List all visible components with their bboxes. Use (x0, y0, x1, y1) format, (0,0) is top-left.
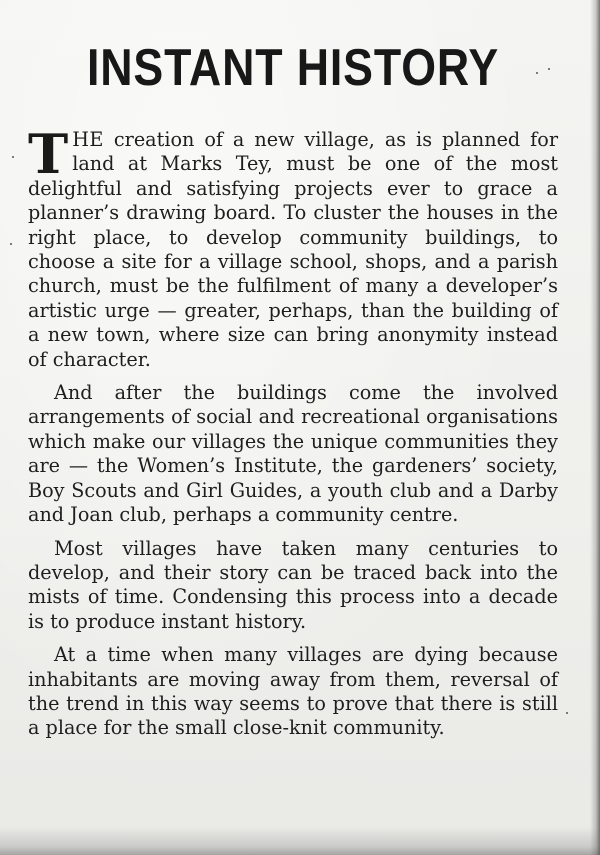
print-speck (12, 156, 14, 158)
article-paragraph-2: And after the buildings come the involved arrangements of social and recreational organisations which make our villages the unique communities they are — the Women’s Institute, the gardeners’ society, Boy Scouts and Girl Guides, a youth club and a Darby and Joan club, perhaps a community centre. (28, 381, 558, 527)
article-headline: INSTANT HISTORY (86, 39, 500, 97)
article-paragraph-3: Most villages have taken many centuries to develop, and their story can be traced back into the mists of time. Condensing this process into a decade is to produce instant history. (28, 536, 558, 633)
paragraph-1-text: creation of a new village, as is planned for land at Marks Tey, must be one of the most delightful and satisfying projects ever to grace a planner’s drawing board. To cluster the houses in the right place, to develop community buildings, to choose a site for a village school, shops, and a parish church, must be the fulfilment of many a developer’s artistic urge — greater, perhaps, than the building of a new town, where size can bring anonymity instead of character. (28, 128, 558, 371)
page-edge-shadow-bottom (0, 827, 600, 855)
article-paragraph-1 (28, 122, 558, 372)
print-speck (10, 243, 12, 245)
page-edge-shadow-right (590, 0, 600, 855)
print-speck (548, 68, 550, 70)
article-paragraph-4: At a time when many villages are dying because inhabitants are moving away from them, reversal of the trend in this way seems to prove that there is still a place for the small close-knit community. (28, 643, 558, 740)
article-body (28, 122, 558, 750)
print-speck (566, 712, 568, 714)
lead-caps: HE (72, 128, 104, 151)
drop-cap: T (28, 122, 69, 186)
